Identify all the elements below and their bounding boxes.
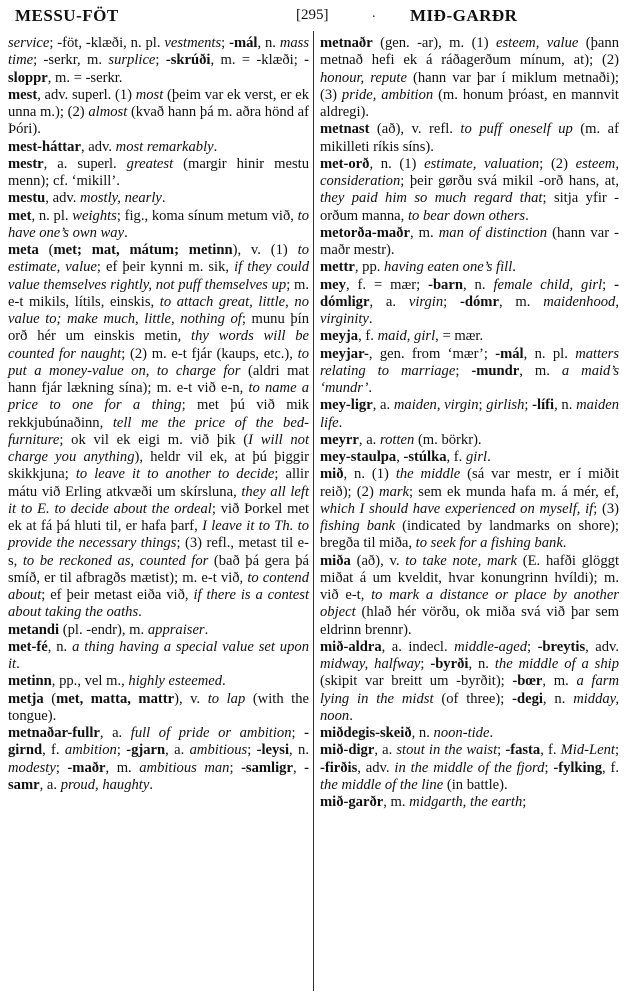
entry-text: . [138, 604, 142, 621]
headword: meyja [320, 328, 359, 345]
dictionary-entry [320, 328, 619, 345]
headword: miðdegis-skeið [320, 725, 412, 741]
headword: -breytis [537, 638, 586, 655]
gloss-text: tell me the price of the bed-furniture [8, 414, 309, 448]
dictionary-entry [320, 553, 619, 639]
gloss-text: maidenhood, virginity [320, 293, 620, 327]
entry-text: , n. pl. [523, 345, 576, 362]
entry-text: , n. [411, 725, 434, 741]
entry-text: (of three); [433, 690, 513, 707]
entry-text: , f. [42, 742, 65, 759]
headword: -leysi [256, 742, 290, 759]
entry-text: ; [524, 397, 533, 414]
headword: mest-háttar [8, 138, 81, 155]
entry-text: , pp. [354, 259, 385, 276]
entry-text: , a. [369, 293, 409, 310]
entry-text: ), heldr vil ek, at þú þiggir skikkjuna; [8, 449, 309, 483]
entry-text: ; (3) [593, 500, 619, 517]
gloss-text: ambition [64, 742, 117, 759]
gloss-text: to contend about [8, 569, 310, 603]
gloss-text: the middle of a ship [494, 656, 619, 672]
headword: -dómr [460, 293, 499, 310]
entry-text: (gen. -ar), m. (1) [372, 35, 496, 51]
headword: -firðis [320, 759, 358, 776]
gloss-text: midgarth, the earth [409, 794, 523, 810]
gloss-text: noon-tide [433, 725, 490, 741]
entry-text: ; [420, 656, 431, 672]
entry-text: . [489, 725, 494, 741]
gloss-text: a thing having a special value set upon it [8, 638, 309, 672]
gloss-text: which I should have experienced on myself, if [320, 500, 594, 517]
headword: met-orð [320, 155, 370, 172]
entry-text: ; [497, 742, 506, 759]
gloss-text: they all left it to E. to decide about the ordeal [8, 483, 309, 517]
dictionary-entry [8, 208, 309, 243]
headword: -lífi [532, 397, 555, 414]
gloss-text: Mid-Lent [560, 742, 615, 759]
gloss-text: if they could value themselves rightly, not puff themselves up [8, 259, 309, 293]
entry-text: , [396, 449, 404, 465]
entry-text: (aldri mat hann fjár lækning sína); m. e-t við e-n, [8, 362, 309, 396]
dictionary-entry [320, 432, 619, 449]
headword: mestu [8, 190, 46, 207]
entry-text: ; [544, 759, 554, 776]
entry-text: (kvað hann þá m. aðra hönd af Þóri). [8, 104, 310, 138]
dictionary-entry [8, 139, 309, 156]
dictionary-entry [320, 225, 619, 260]
entry-text: (in battle). [443, 776, 508, 793]
entry-text: . [222, 673, 226, 690]
gloss-text: ambitious [189, 742, 248, 759]
gloss-text: to attach great, little, no value to; make much, little, nothing of [8, 293, 309, 327]
entry-text: (E. hafði glöggt miðat á um kveldit, hvar konungrinn hvíldi); m. við e-t, [320, 552, 620, 603]
entry-text: . [161, 190, 166, 207]
headword: met; mat, mátum; metinn [53, 242, 233, 258]
headword: mey-ligr [320, 397, 373, 414]
entry-text: (with the tongue). [8, 690, 309, 724]
entry-text: , a. [358, 431, 380, 448]
dictionary-entry [8, 673, 309, 690]
entry-text: ; [221, 35, 230, 51]
headword: -mál [495, 345, 524, 362]
entry-text: ; (3) refl., metast til e-s, [8, 535, 309, 569]
gloss-text: to put a money-value on, to charge for [8, 345, 309, 379]
entry-text: , f. [446, 449, 466, 465]
entry-text: ), v. [174, 690, 208, 707]
entry-text: ; [155, 52, 166, 69]
dictionary-entry [320, 35, 619, 121]
entry-text: , a. [99, 725, 131, 741]
gloss-text: greatest [126, 155, 174, 172]
entry-text: ; ef þeir kynni m. sik, [96, 259, 235, 276]
page-number: [295] [296, 7, 329, 23]
entry-text: , n. (1) [369, 155, 425, 172]
entry-text: (m. af mikilleti ríkis síns). [320, 121, 619, 155]
entry-text: , a. [374, 742, 397, 759]
headword: -gjarn [126, 742, 166, 759]
dictionary-entry [8, 725, 309, 794]
gloss-text: proud, haughty [60, 776, 150, 793]
headword: -girnd [8, 725, 310, 759]
headword: met-fé [8, 638, 48, 655]
dictionary-entry [8, 691, 309, 726]
gloss-text: having eaten one’s fill [384, 259, 513, 276]
dictionary-entry [8, 242, 309, 622]
gloss-text: maiden, virgin [393, 397, 479, 414]
gloss-text: midway, halfway [320, 656, 421, 672]
gloss-text: vestments [164, 35, 222, 51]
headword: metnaðar-fullr [8, 725, 100, 741]
gloss-text: appraiser [147, 621, 205, 638]
headword: metnast [320, 121, 370, 138]
entry-text: , a. [372, 397, 394, 414]
gloss-text: the middle [395, 466, 461, 483]
entry-text: ; [455, 362, 472, 379]
entry-text: ; (2) m. e-t fjár (kaups, etc.), [121, 345, 298, 362]
gloss-text: most remarkably [115, 138, 214, 155]
entry-text: . [338, 414, 343, 431]
headword: -fasta [505, 742, 541, 759]
entry-text: , n. [554, 397, 577, 414]
entry-text: , n. [462, 276, 494, 293]
gloss-text: thy words will be counted for naught [8, 328, 309, 362]
entry-text: . [562, 535, 567, 552]
headword: mið-garðr [320, 794, 384, 810]
entry-text: . [213, 138, 218, 155]
headword: metja [8, 690, 44, 707]
entry-text: . [487, 449, 491, 465]
entry-text: (pl. -endr), m. [59, 621, 148, 638]
gloss-text: to puff oneself up [460, 121, 573, 138]
dictionary-entry [320, 466, 619, 552]
entry-text: (hann var þar í miklum metnaði); (3) [320, 69, 619, 103]
dictionary-entry [320, 794, 619, 811]
dictionary-entry [8, 639, 309, 674]
headword: -mál [229, 35, 258, 51]
headword: -mundr [471, 362, 520, 379]
entry-text: , m. = -klæði; [210, 52, 305, 69]
entry-text: , adv. [357, 759, 395, 776]
headword: metnaðr [320, 35, 373, 51]
entry-text: , adv. [80, 138, 116, 155]
entry-text: ), v. (1) [232, 242, 298, 258]
headword: -samligr [241, 759, 293, 776]
headword: metinn [8, 673, 52, 690]
entry-text: (að), v. [350, 552, 406, 569]
headword: -stúlka [403, 449, 447, 465]
gloss-text: almost [88, 104, 128, 120]
dictionary-entry [320, 259, 619, 276]
dictionary-entry [320, 397, 619, 432]
dictionary-entry [320, 156, 619, 225]
headword: mestr [8, 155, 44, 172]
gloss-text: a maid’s ‘mundr’ [320, 362, 619, 396]
entry-text: ; munu þín orð hér um einskis metin, [8, 311, 309, 345]
dictionary-entry [320, 346, 619, 398]
dictionary-entry [320, 121, 619, 156]
gloss-text: fishing bank [320, 518, 396, 534]
dictionary-entry [320, 725, 619, 742]
entry-text: , m. [105, 759, 140, 776]
entry-text: (indicated by landmarks on shore); bregða til miða, [320, 518, 619, 552]
gloss-text: middle-aged [454, 638, 528, 655]
gloss-text: girl [465, 449, 488, 465]
headword: -skrúði [165, 52, 211, 69]
entry-text: ( [43, 690, 57, 707]
headword: mest [8, 86, 38, 103]
entry-text: ; allir mátu við Erling atkvæði um skírsluna, [8, 466, 309, 500]
entry-text: (bað þá gera þá smíð, er til afbragðs mætist); m. e-t við, [8, 552, 309, 586]
entry-text: ; [229, 759, 242, 776]
entry-text: (hlað hér vörðu, ok miða svá við þar sem eldrinn brennr). [320, 604, 619, 638]
entry-text: , a. superl. [43, 155, 127, 172]
gloss-text: female child, girl [493, 276, 603, 293]
entry-text: . [149, 776, 153, 793]
headword: -barn [428, 276, 463, 293]
entry-text: ; [443, 293, 461, 310]
gloss-text: man of distinction [438, 224, 548, 241]
headword: mettr [320, 259, 355, 276]
running-head-left: MESSU-FÖT [15, 6, 119, 25]
entry-text: ; sem ek munda hafa m. á mér, ef, [409, 483, 620, 500]
entry-text: , adv. [585, 638, 620, 655]
entry-text: ; [55, 759, 68, 776]
entry-text: , f. [602, 759, 620, 776]
entry-text: ; fig., koma sínum metum við, [116, 207, 298, 224]
gloss-text: esteem, consideration [320, 155, 619, 189]
entry-text: . [368, 311, 373, 327]
dictionary-entry [320, 277, 619, 329]
entry-text: , a. indecl. [381, 638, 455, 655]
entry-text: ; -föt, -klæði, n. pl. [49, 35, 165, 51]
gloss-text: to mark a distance or place by another object [320, 587, 619, 621]
page-header [0, 4, 625, 30]
entry-text: , m. [519, 362, 562, 379]
gloss-text: if there is a contest about taking the oaths [8, 587, 310, 621]
gloss-text: to name a price to one for a thing [8, 380, 309, 414]
entry-text: , f. [358, 328, 378, 345]
dictionary-entry [8, 35, 309, 87]
headword: mið-digr [320, 742, 375, 759]
gloss-text: pride, ambition [341, 86, 434, 103]
entry-text: ; sitja yfir -orðum manna, [320, 190, 619, 224]
gloss-text: a farm lying in the midst [320, 673, 619, 707]
entry-text: ; við Þorkel met ek at fá þá hluti til, er hafa þarf, [8, 500, 309, 534]
gloss-text: I will not charge you anything [8, 431, 310, 465]
entry-text: ; [614, 742, 620, 759]
entry-text: ; ok vil ek eigi m. við þik ( [59, 431, 249, 448]
entry-text: ( [38, 242, 54, 258]
entry-text: , n. (1) [343, 466, 396, 483]
dictionary-entry [320, 742, 619, 794]
gloss-text: to be reckoned as, counted for [22, 552, 209, 569]
gloss-text: highly esteemed [128, 673, 223, 690]
dictionary-entry [8, 622, 309, 639]
entry-text: ; met þú við mik rekkjubúnaðinn, [8, 397, 309, 431]
dictionary-entry [8, 190, 309, 207]
header-dot: . [372, 6, 376, 21]
entry-text: , a. [165, 742, 190, 759]
headword: -dómligr [320, 276, 620, 310]
gloss-text: most [135, 86, 164, 103]
gloss-text: estimate, valuation [424, 155, 540, 172]
gloss-text: to lap [207, 690, 246, 707]
gloss-text: rotten [379, 431, 415, 448]
gloss-text: to take note, mark [405, 552, 517, 569]
entry-text: ; [522, 794, 527, 810]
gloss-text: stout in the waist [396, 742, 498, 759]
headword: -byrði [430, 656, 469, 672]
headword: meyrr [320, 431, 359, 448]
entry-text: , f. [540, 742, 561, 759]
entry-text: ; [247, 742, 257, 759]
dictionary-entry [8, 156, 309, 191]
gloss-text: midday, noon [320, 690, 619, 724]
entry-text: , a. [39, 776, 61, 793]
entry-text: ; -serkr, m. [33, 52, 109, 69]
entry-text: ; ef þeir metast eiða við, [41, 587, 194, 603]
gloss-text: maid, girl [377, 328, 436, 345]
entry-text: , m. [498, 293, 544, 310]
headword: -degi [512, 690, 543, 707]
entry-text: (m. börkr). [414, 431, 482, 448]
entry-text: (að), v. refl. [369, 121, 461, 138]
headword: met, matta, mattr [56, 690, 175, 707]
headword: metandi [8, 621, 60, 638]
gloss-text: mass time [8, 35, 310, 69]
entry-text: ; [478, 397, 487, 414]
gloss-text: to bear down others [407, 207, 526, 224]
entry-text: (margir hinir mestu menn); cf. ‘mikill’. [8, 155, 309, 189]
headword: -fylking [553, 759, 603, 776]
gloss-text: the middle of the line [320, 776, 444, 793]
entry-text: ; m. e-t mikils, lítils, einskis, [8, 276, 310, 310]
entry-text: , f. = mær; [345, 276, 429, 293]
entry-text: (skipit var breitt um -byrðit); [320, 673, 513, 690]
entry-text: ; [527, 638, 538, 655]
entry-text: , m. = -serkr. [47, 69, 123, 86]
entry-text: . [512, 259, 516, 276]
entry-text: ; þeir gørðu svá mikil -orð hans, at, [400, 173, 619, 189]
dictionary-entry [320, 639, 619, 725]
headword: mið [320, 466, 344, 483]
entry-text: , m. [542, 673, 577, 690]
gloss-text: to seek for a fishing bank [415, 535, 563, 552]
entry-text: (m. honum þróast, en mannvit aldregi). [320, 86, 619, 120]
entry-text: , n. [542, 690, 574, 707]
entry-text: (hann var -maðr mestr). [320, 224, 619, 258]
headword: -maðr [67, 759, 106, 776]
headword: mey-staulpa [320, 449, 397, 465]
entry-text: (þeim var ek verst, er ek unna m.); (2) [8, 86, 310, 120]
entry-text: , adv. superl. (1) [37, 86, 136, 103]
entry-text: . [349, 707, 353, 724]
gloss-text: they paid him so much regard that [320, 190, 543, 207]
gloss-text: weights [72, 207, 117, 224]
entry-text: , = mær. [435, 328, 484, 345]
gloss-text: matters relating to marriage [320, 345, 619, 379]
entry-text: ; [291, 725, 305, 741]
gloss-text: surplice [108, 52, 156, 69]
headword: meyjar- [320, 345, 369, 362]
entry-text: , pp., vel m., [51, 673, 129, 690]
entry-text: (sá var mestr, er í miðit reið); (2) [320, 466, 620, 500]
gloss-text: esteem, value [496, 35, 579, 51]
entry-text: , [292, 759, 305, 776]
right-column [320, 35, 619, 811]
entry-text: ; [602, 276, 615, 293]
entry-text: ; [116, 742, 127, 759]
entry-text: ; (2) [539, 155, 576, 172]
dictionary-entry [320, 449, 619, 466]
gloss-text: ambitious man [139, 759, 230, 776]
entry-text: . [368, 380, 373, 396]
gloss-text: to leave it to another to decide [75, 466, 275, 483]
entry-text: , n. [289, 742, 309, 759]
entry-text: (þann metnað hefi ek á ráðagerðum mínum, at); (2) [320, 35, 619, 69]
entry-text: , n. [257, 35, 280, 51]
headword: -sloppr [8, 52, 310, 86]
gloss-text: maiden life [320, 397, 620, 431]
running-head-right: MIÐ-GARÐR [410, 6, 518, 25]
gloss-text: I leave it to Th. to provide the necessary things [8, 518, 310, 552]
headword: mey [320, 276, 346, 293]
entry-text: . [124, 224, 128, 241]
gloss-text: service [8, 35, 50, 51]
gloss-text: virgin [408, 293, 444, 310]
entry-text: , adv. [45, 190, 81, 207]
entry-text: , n. pl. [31, 207, 73, 224]
gloss-text: mostly, nearly [80, 190, 162, 207]
headword: met [8, 207, 32, 224]
gloss-text: to estimate, value [8, 242, 309, 276]
headword: miða [320, 552, 351, 569]
headword: metorða-maðr [320, 224, 410, 241]
entry-text: , m. [409, 224, 439, 241]
gloss-text: mark [379, 483, 410, 500]
entry-text: , gen. from ‘mær’; [368, 345, 496, 362]
gloss-text: modesty [8, 759, 56, 776]
entry-text: , n. [47, 638, 73, 655]
headword: mið-aldra [320, 638, 382, 655]
entry-text: . [525, 207, 529, 224]
headword: -bœr [512, 673, 543, 690]
left-column [8, 35, 309, 794]
entry-text: . [204, 621, 209, 638]
gloss-text: girlish [486, 397, 525, 414]
gloss-text: honour, repute [320, 69, 407, 86]
entry-text: , n. [468, 656, 495, 672]
entry-text: . [16, 656, 20, 672]
gloss-text: full of pride or ambition [130, 725, 292, 741]
gloss-text: to have one’s own way [8, 207, 309, 241]
dictionary-entry [8, 87, 309, 139]
entry-text: , m. [383, 794, 410, 810]
column-divider [313, 31, 314, 991]
headword: -samr [8, 759, 310, 793]
headword: meta [8, 242, 39, 258]
gloss-text: in the middle of the fjord [394, 759, 545, 776]
